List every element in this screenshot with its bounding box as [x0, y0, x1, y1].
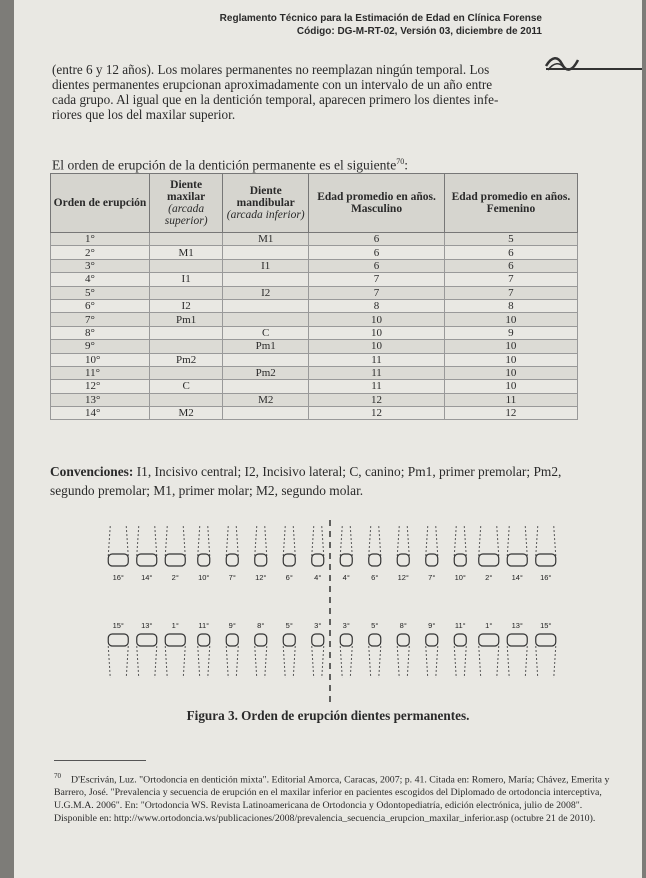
table-header-cell: Edad promedio en años. Masculino	[309, 174, 445, 233]
upper-tooth-root	[312, 526, 324, 556]
upper-eruption-label: 10°	[454, 573, 466, 582]
table-header-cell: Orden de erupción	[51, 174, 150, 233]
table-cell	[150, 340, 223, 353]
upper-eruption-label: 6°	[371, 573, 379, 582]
document-page	[14, 0, 642, 878]
table-cell: 1°	[51, 233, 150, 246]
lower-tooth-crown	[536, 634, 556, 646]
lower-eruption-label: 9°	[228, 621, 236, 630]
intro-line: riores que los del maxilar superior.	[52, 107, 236, 122]
eruption-order-table	[50, 173, 578, 420]
table-cell: 7	[309, 273, 445, 286]
table-cell: 6	[309, 259, 445, 272]
table-cell: M1	[223, 233, 309, 246]
table-cell: 8°	[51, 326, 150, 339]
table-cell: 9	[444, 326, 577, 339]
upper-eruption-label: 2°	[485, 573, 493, 582]
upper-eruption-label: 12°	[397, 573, 409, 582]
table-cell: M2	[150, 407, 223, 420]
table-cell: 5°	[51, 286, 150, 299]
table-cell: 10	[309, 340, 445, 353]
conventions-paragraph	[50, 462, 580, 500]
lower-eruption-label: 11°	[454, 621, 466, 630]
upper-tooth-root	[426, 526, 438, 556]
table-cell: 7°	[51, 313, 150, 326]
upper-eruption-label: 10°	[198, 573, 210, 582]
upper-eruption-label: 4°	[314, 573, 322, 582]
table-cell	[150, 286, 223, 299]
upper-eruption-label: 2°	[171, 573, 179, 582]
table-cell: 11	[309, 380, 445, 393]
upper-eruption-label: 16°	[540, 573, 552, 582]
table-cell: 8	[309, 299, 445, 312]
lower-eruption-label: 15°	[112, 621, 124, 630]
intro-line: dientes permanentes erupcionan aproximadamente con un intervalo de un año entre	[52, 77, 493, 92]
upper-tooth-root	[536, 526, 556, 556]
upper-tooth-crown	[198, 554, 210, 566]
upper-tooth-crown	[226, 554, 238, 566]
table-cell: I1	[150, 273, 223, 286]
lower-tooth-root	[454, 646, 466, 678]
lower-eruption-label: 8°	[399, 621, 407, 630]
table-row	[51, 353, 578, 366]
table-cell	[223, 299, 309, 312]
table-cell	[223, 273, 309, 286]
table-cell: 10	[444, 366, 577, 379]
table-cell: 11	[309, 353, 445, 366]
footnote-ref: 70	[396, 157, 405, 166]
upper-tooth-root	[226, 526, 238, 556]
table-cell: 2°	[51, 246, 150, 259]
table-row	[51, 286, 578, 299]
upper-eruption-label: 6°	[285, 573, 293, 582]
table-cell: 11	[444, 393, 577, 406]
lower-eruption-label: 8°	[257, 621, 265, 630]
table-cell: I2	[150, 299, 223, 312]
table-cell	[223, 407, 309, 420]
table-cell: Pm1	[223, 340, 309, 353]
upper-tooth-crown	[312, 554, 324, 566]
table-cell	[150, 326, 223, 339]
page-header	[182, 12, 542, 38]
table-cell	[150, 393, 223, 406]
upper-tooth-root	[340, 526, 352, 556]
figure-caption-text: Figura 3. Orden de erupción dientes permanentes.	[186, 708, 470, 723]
table-cell: Pm1	[150, 313, 223, 326]
lower-tooth-root	[340, 646, 352, 678]
lower-eruption-label: 5°	[371, 621, 379, 630]
lower-tooth-crown	[255, 634, 267, 646]
lower-tooth-root	[137, 646, 157, 678]
lower-tooth-root	[283, 646, 295, 678]
upper-eruption-label: 7°	[428, 573, 436, 582]
table-cell: 3°	[51, 259, 150, 272]
lower-tooth-root	[108, 646, 128, 678]
lower-eruption-label: 11°	[198, 621, 210, 630]
lower-tooth-root	[165, 646, 185, 678]
header-title: Reglamento Técnico para la Estimación de Edad en Clínica Forense	[219, 13, 542, 24]
table-cell: 12°	[51, 380, 150, 393]
table-cell	[150, 233, 223, 246]
upper-tooth-crown	[137, 554, 157, 566]
conventions-text: I1, Incisivo central; I2, Incisivo lateral; C, canino; Pm1, primer premolar; Pm2, segundo premolar; M1, primer molar; M2, segundo molar.	[50, 464, 562, 498]
table-header-cell: Edad promedio en años. Femenino	[444, 174, 577, 233]
intro-line: (entre 6 y 12 años). Los molares permanentes no reemplazan ningún temporal. Los	[52, 62, 490, 77]
table-lead-text: El orden de erupción de la dentición permanente es el siguiente$^{70}$:	[52, 157, 409, 173]
upper-eruption-label: 12°	[255, 573, 267, 582]
upper-tooth-root	[397, 526, 409, 556]
table-cell: Pm2	[150, 353, 223, 366]
upper-tooth-root	[507, 526, 527, 556]
lower-tooth-crown	[137, 634, 157, 646]
table-cell: M2	[223, 393, 309, 406]
table-cell: 7	[309, 286, 445, 299]
table-row	[51, 233, 578, 246]
lower-eruption-label: 13°	[511, 621, 523, 630]
upper-tooth-crown	[454, 554, 466, 566]
upper-tooth-root	[369, 526, 381, 556]
upper-tooth-root	[165, 526, 185, 556]
lower-tooth-crown	[283, 634, 295, 646]
lower-tooth-crown	[397, 634, 409, 646]
upper-tooth-crown	[507, 554, 527, 566]
table-row	[51, 380, 578, 393]
upper-tooth-crown	[340, 554, 352, 566]
table-cell: 10	[309, 326, 445, 339]
upper-tooth-crown	[479, 554, 499, 566]
table-cell	[223, 313, 309, 326]
table-cell: 6	[309, 233, 445, 246]
upper-tooth-crown	[397, 554, 409, 566]
upper-tooth-root	[137, 526, 157, 556]
lower-tooth-root	[507, 646, 527, 678]
upper-eruption-label: 7°	[228, 573, 236, 582]
lower-tooth-crown	[226, 634, 238, 646]
figure-caption	[14, 708, 642, 724]
upper-eruption-label: 14°	[511, 573, 523, 582]
table-cell: 10	[444, 313, 577, 326]
table-row	[51, 326, 578, 339]
table-row	[51, 273, 578, 286]
lower-tooth-root	[255, 646, 267, 678]
table-cell	[150, 366, 223, 379]
lower-tooth-crown	[165, 634, 185, 646]
upper-tooth-crown	[165, 554, 185, 566]
table-body	[51, 233, 578, 420]
lower-tooth-root	[369, 646, 381, 678]
table-cell: 12	[444, 407, 577, 420]
header-rule	[546, 68, 642, 70]
upper-tooth-crown	[283, 554, 295, 566]
upper-tooth-crown	[426, 554, 438, 566]
conventions-label: Convenciones:	[50, 464, 134, 479]
table-cell: 7	[444, 286, 577, 299]
table-cell: Pm2	[223, 366, 309, 379]
lower-tooth-root	[397, 646, 409, 678]
table-cell: 10°	[51, 353, 150, 366]
table-cell: 4°	[51, 273, 150, 286]
upper-eruption-label: 16°	[112, 573, 124, 582]
lower-tooth-root	[226, 646, 238, 678]
table-row	[51, 407, 578, 420]
lower-eruption-label: 3°	[342, 621, 350, 630]
table-cell: I1	[223, 259, 309, 272]
lower-tooth-crown	[479, 634, 499, 646]
table-row	[51, 366, 578, 379]
upper-tooth-crown	[369, 554, 381, 566]
table-cell	[150, 259, 223, 272]
upper-tooth-root	[255, 526, 267, 556]
table-cell: I2	[223, 286, 309, 299]
table-cell: 9°	[51, 340, 150, 353]
table-cell: C	[150, 380, 223, 393]
lower-tooth-crown	[340, 634, 352, 646]
table-cell: 10	[444, 380, 577, 393]
lower-tooth-root	[536, 646, 556, 678]
table-cell: 8	[444, 299, 577, 312]
upper-tooth-root	[479, 526, 499, 556]
intro-line: cada grupo. Al igual que en la dentición temporal, aparecen primero los dientes infe-	[52, 92, 499, 107]
lower-tooth-crown	[426, 634, 438, 646]
upper-tooth-root	[108, 526, 128, 556]
lower-eruption-label: 1°	[485, 621, 493, 630]
table-header-cell: Diente maxilar (arcada superior)	[150, 174, 223, 233]
table-cell: 11°	[51, 366, 150, 379]
lower-eruption-label: 5°	[285, 621, 293, 630]
table-cell: 6	[309, 246, 445, 259]
lower-eruption-label: 1°	[171, 621, 179, 630]
table-row	[51, 393, 578, 406]
lead-sentence: El orden de erupción de la dentición permanente es el siguiente	[52, 157, 397, 173]
lower-tooth-crown	[369, 634, 381, 646]
lower-eruption-label: 3°	[314, 621, 322, 630]
footnote-rule	[54, 760, 146, 761]
table-cell: 7	[444, 273, 577, 286]
table-header-row	[51, 174, 578, 233]
upper-tooth-root	[454, 526, 466, 556]
upper-tooth-root	[198, 526, 210, 556]
upper-tooth-crown	[255, 554, 267, 566]
table-cell	[223, 380, 309, 393]
table-cell: 11	[309, 366, 445, 379]
table-cell: 12	[309, 393, 445, 406]
lower-eruption-label: 9°	[428, 621, 436, 630]
table-cell: 13°	[51, 393, 150, 406]
footnote	[54, 770, 614, 825]
table-header-cell: Diente mandibular (arcada inferior)	[223, 174, 309, 233]
table-cell: M1	[150, 246, 223, 259]
table-row	[51, 340, 578, 353]
lower-eruption-label: 15°	[540, 621, 552, 630]
table-cell: 6	[444, 246, 577, 259]
lower-tooth-root	[479, 646, 499, 678]
lower-tooth-crown	[108, 634, 128, 646]
upper-eruption-label: 4°	[342, 573, 350, 582]
upper-tooth-root	[283, 526, 295, 556]
lower-tooth-crown	[312, 634, 324, 646]
table-cell: 14°	[51, 407, 150, 420]
header-code: Código: DG-M-RT-02, Versión 03, diciembre de 2011	[296, 26, 542, 37]
lower-tooth-crown	[198, 634, 210, 646]
table-cell: C	[223, 326, 309, 339]
table-row	[51, 246, 578, 259]
table-cell: 12	[309, 407, 445, 420]
lower-tooth-root	[312, 646, 324, 678]
lower-tooth-root	[426, 646, 438, 678]
table-row	[51, 299, 578, 312]
table-cell	[223, 246, 309, 259]
table-row	[51, 259, 578, 272]
lower-tooth-root	[198, 646, 210, 678]
table-cell	[223, 353, 309, 366]
table-cell: 10	[309, 313, 445, 326]
lower-eruption-label: 13°	[141, 621, 153, 630]
table-cell: 10	[444, 353, 577, 366]
footnote-text: D'Escriván, Luz. "Ortodoncia en dentición mixta". Editorial Amorca, Caracas, 2007; p. 41. Citada en: Romero, María; Chávez, Emerita y Barrero, José. "Prevalencia y secuencia de erupción en el maxilar inferior en pacientes escogidos del Diplomado de ortodoncia interceptiva, U.G.M.A. 2006". En: "Ortodoncia WS. Revista Latinoamericana de Ortodoncia y Odontopediatría, edición electrónica, julio de 2008". Disponible en: http://www.ortodoncia.ws/publicaciones/2008/prevalencia_secuencia_erupcion_maxilar_inferior.asp (octubre 21 de 2010).	[54, 774, 610, 825]
upper-tooth-crown	[108, 554, 128, 566]
upper-eruption-label: 14°	[141, 573, 153, 582]
footnote-number: 70	[54, 772, 61, 780]
upper-tooth-crown	[536, 554, 556, 566]
table-row	[51, 313, 578, 326]
table-cell: 6°	[51, 299, 150, 312]
lower-tooth-crown	[507, 634, 527, 646]
table-cell: 10	[444, 340, 577, 353]
eruption-order-figure	[94, 518, 574, 706]
intro-paragraph	[52, 62, 552, 122]
table-cell: 5	[444, 233, 577, 246]
lower-tooth-crown	[454, 634, 466, 646]
table-cell: 6	[444, 259, 577, 272]
